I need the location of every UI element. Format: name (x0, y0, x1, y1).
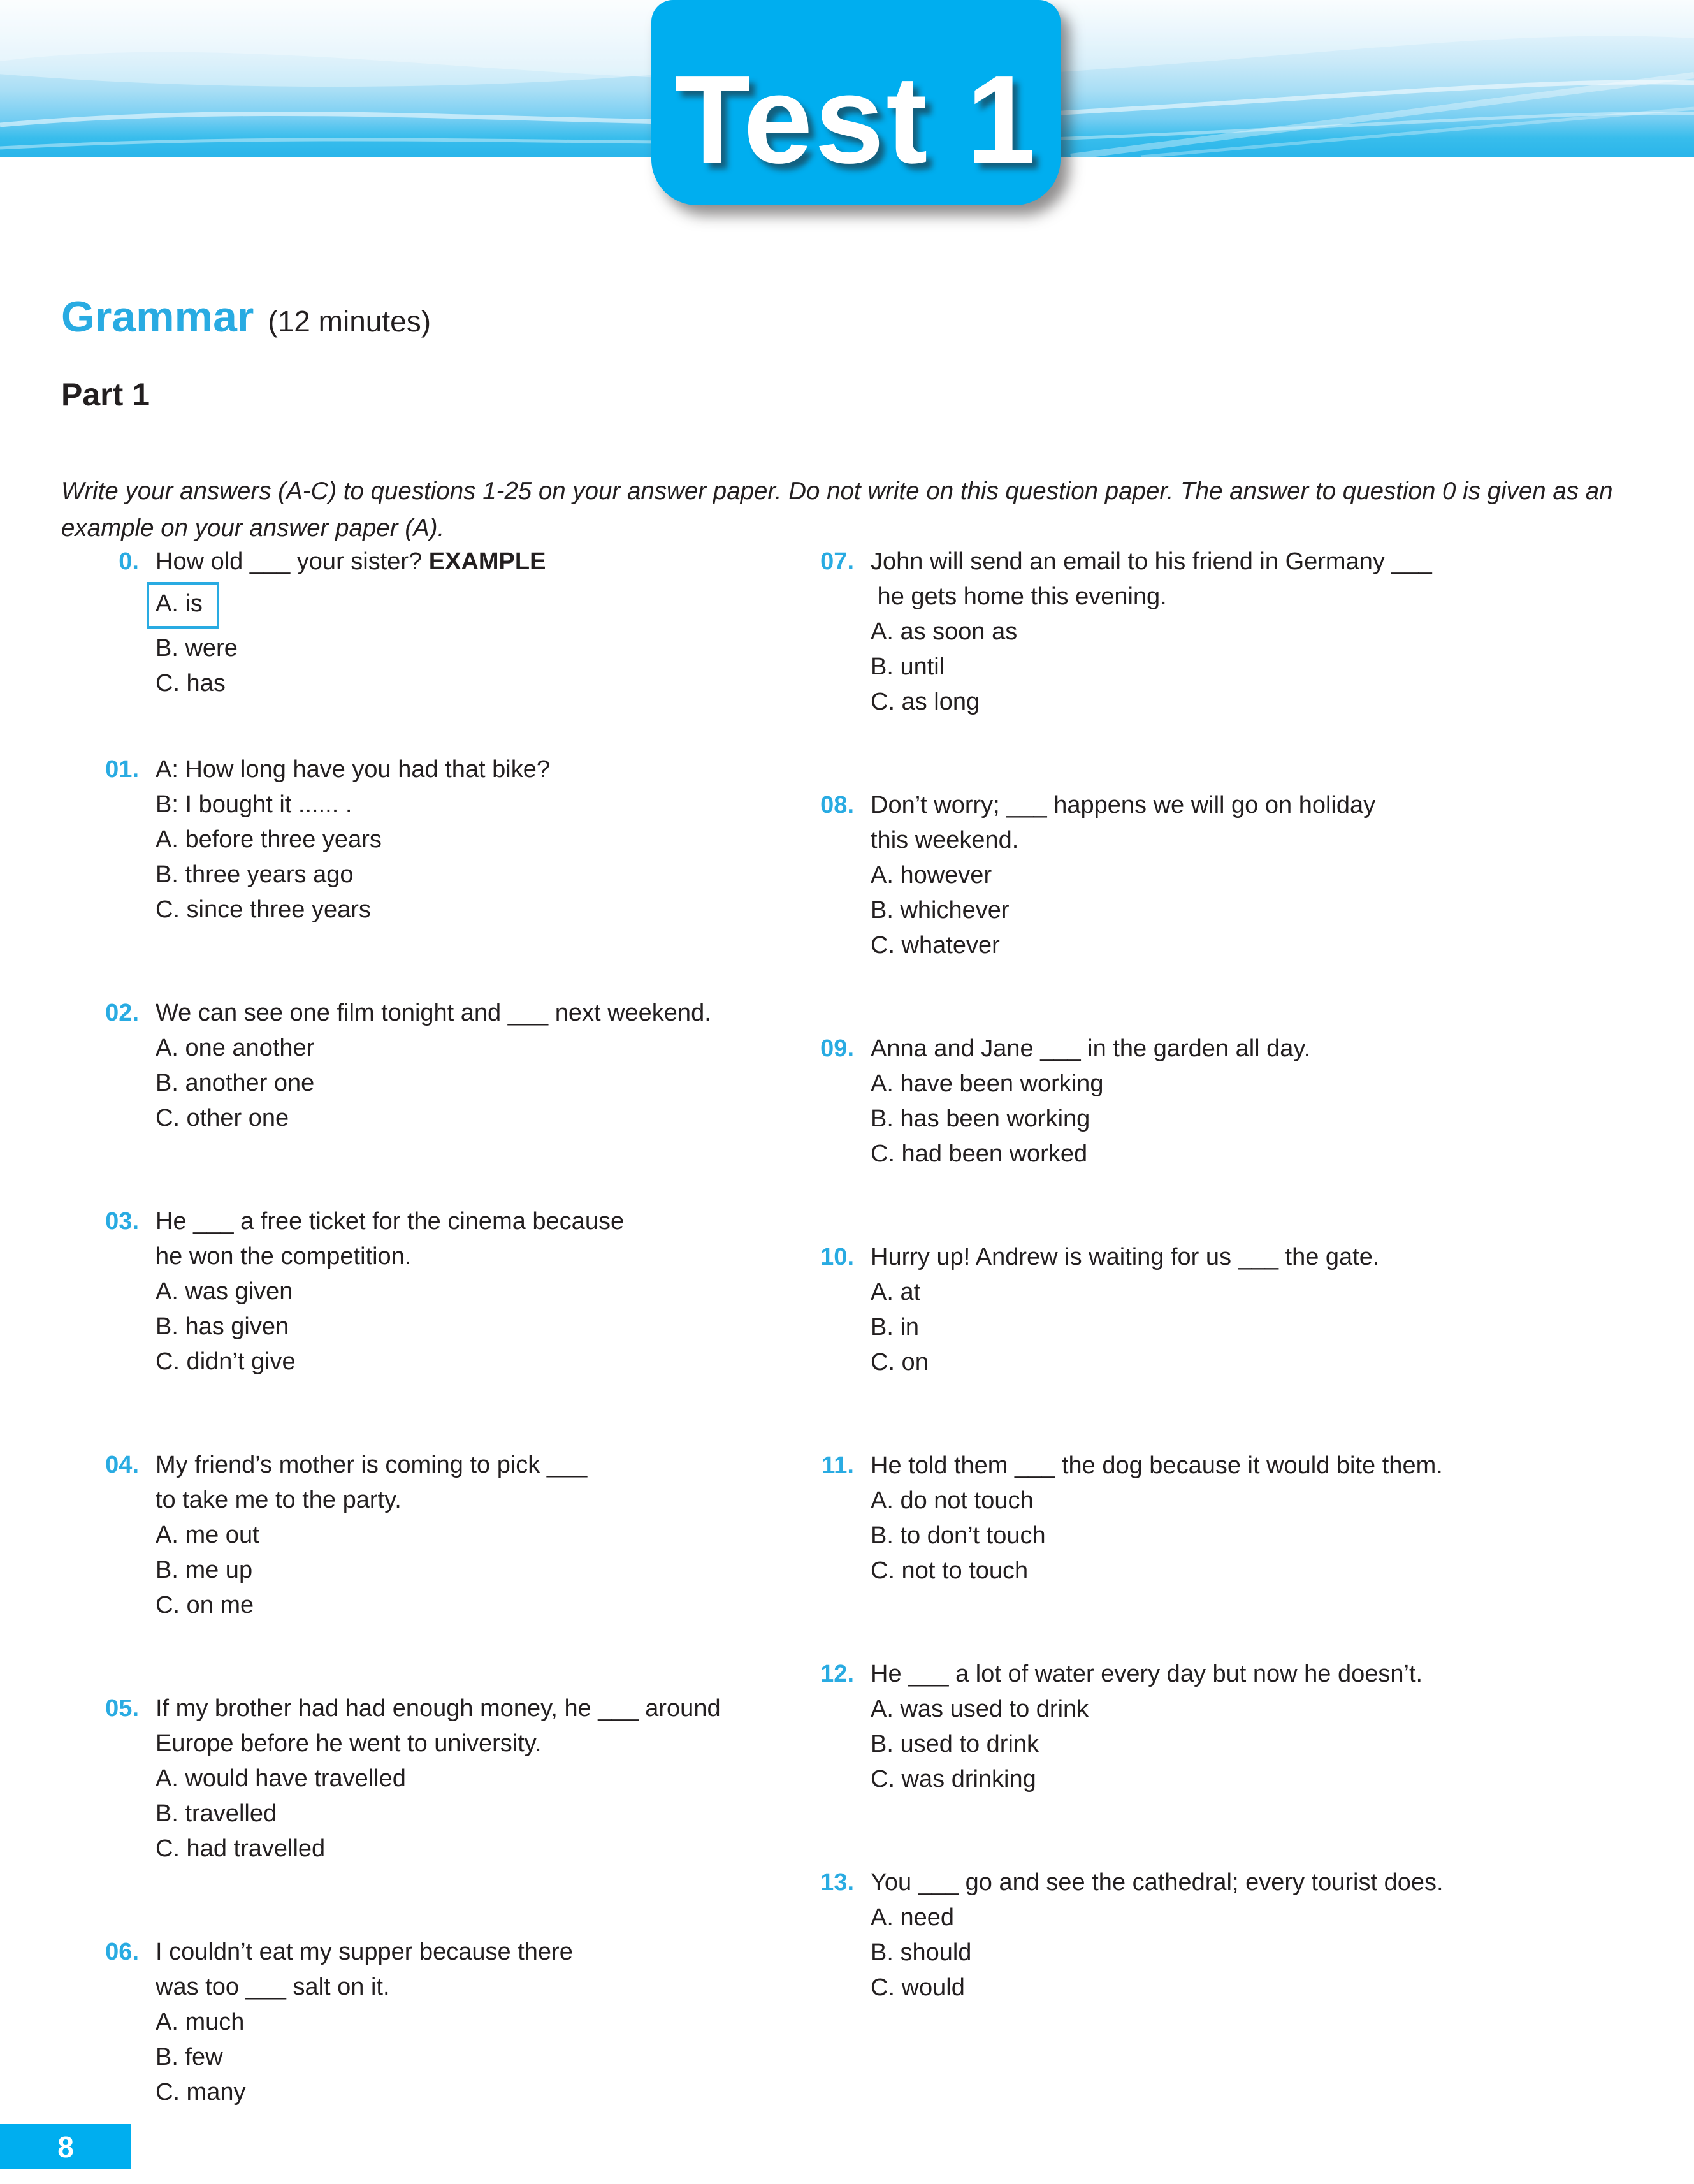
question-04 (99, 1448, 791, 1623)
question-0 (99, 544, 791, 701)
question-prompt-line: Europe before he went to university. (156, 1730, 542, 1757)
answer-option: A. do not touch (871, 1487, 1034, 1514)
answer-option: C. on me (156, 1592, 254, 1619)
questions-column-left (99, 544, 791, 2178)
boxed-answer-option: A. is (147, 582, 219, 629)
question-01 (99, 752, 791, 928)
question-number: 04. (105, 1452, 139, 1478)
question-prompt-line: My friend’s mother is coming to pick ___ (156, 1452, 588, 1478)
answer-option (156, 579, 791, 631)
answer-option: A. was used to drink (871, 1696, 1089, 1722)
answer-option: C. as long (871, 688, 980, 715)
answer-option: A. however (871, 862, 992, 889)
answer-option: B. to don’t touch (871, 1522, 1046, 1549)
test-title-badge (651, 0, 1061, 205)
question-prompt-line: Anna and Jane ___ in the garden all day. (871, 1035, 1311, 1062)
question-number: 05. (105, 1695, 139, 1722)
question-02 (99, 996, 791, 1136)
question-number: 06. (105, 1939, 139, 1965)
answer-option: B. few (156, 2044, 223, 2071)
section-duration: (12 minutes) (268, 305, 431, 338)
question-number: 11. (822, 1452, 854, 1479)
question-prompt-line: If my brother had had enough money, he ___ around (156, 1695, 721, 1722)
example-label: EXAMPLE (428, 548, 546, 575)
question-06 (99, 1935, 791, 2110)
answer-option: A. would have travelled (156, 1765, 406, 1792)
instructions-text: Write your answers (A-C) to questions 1-25 on your answer paper. Do not write on this question paper. The answer to question 0 is given as an example on your answer paper (A). (61, 477, 1613, 542)
question-number: 01. (105, 756, 139, 783)
answer-option: B. used to drink (871, 1731, 1039, 1758)
question-prompt-line: he gets home this evening. (871, 583, 1167, 610)
answer-option: A. me out (156, 1522, 259, 1548)
page-number: 8 (57, 2130, 74, 2164)
answer-option: C. had been worked (871, 1140, 1088, 1167)
question-prompt-line: he won the competition. (156, 1243, 412, 1270)
answer-option: B. were (156, 635, 238, 662)
answer-option: C. other one (156, 1105, 289, 1132)
questions-column-right (814, 544, 1662, 2074)
question-prompt-line: John will send an email to his friend in Germany ___ (871, 548, 1432, 575)
answer-option: A. much (156, 2009, 245, 2035)
question-number: 02. (105, 1000, 139, 1026)
question-prompt-line: We can see one film tonight and ___ next weekend. (156, 1000, 711, 1026)
question-prompt-line: I couldn’t eat my supper because there (156, 1939, 573, 1965)
answer-option: C. has (156, 670, 226, 697)
section-title: Grammar (61, 293, 254, 341)
question-number: 07. (820, 548, 854, 575)
question-number: 03. (105, 1208, 139, 1235)
answer-option: A. was given (156, 1278, 293, 1305)
question-number: 09. (820, 1035, 854, 1062)
question-number: 10. (820, 1244, 854, 1270)
answer-option: B. has given (156, 1313, 289, 1340)
question-13 (814, 1865, 1662, 2006)
question-number: 12. (820, 1661, 854, 1687)
question-12 (814, 1657, 1662, 1797)
question-prompt-line: You ___ go and see the cathedral; every tourist does. (871, 1869, 1444, 1896)
question-07 (814, 544, 1662, 720)
answer-option: C. was drinking (871, 1766, 1036, 1793)
question-prompt-line: was too ___ salt on it. (156, 1974, 390, 2000)
answer-option: C. whatever (871, 932, 1000, 959)
test-title: Test 1 (674, 49, 1038, 189)
page-number-block (0, 2124, 131, 2169)
question-03 (99, 1204, 791, 1380)
answer-option: C. many (156, 2079, 246, 2106)
question-prompt-line: this weekend. (871, 827, 1019, 854)
answer-option: C. since three years (156, 896, 371, 923)
question-prompt-line: How old ___ your sister? EXAMPLE (156, 548, 546, 575)
answer-option: B. me up (156, 1557, 253, 1583)
question-prompt-line: B: I bought it ...... . (156, 791, 352, 818)
answer-option: C. had travelled (156, 1835, 326, 1862)
answer-option: C. on (871, 1349, 929, 1376)
question-05 (99, 1691, 791, 1867)
section-heading (61, 292, 431, 342)
question-number: 08. (820, 792, 854, 819)
question-prompt-line: Hurry up! Andrew is waiting for us ___ the gate. (871, 1244, 1380, 1270)
answer-option: A. have been working (871, 1070, 1104, 1097)
answer-option: B. until (871, 653, 945, 680)
answer-option: A. as soon as (871, 618, 1018, 645)
answer-option: B. whichever (871, 897, 1010, 924)
answer-option: B. in (871, 1314, 920, 1341)
part-label: Part 1 (61, 377, 150, 412)
answer-option: A. before three years (156, 826, 382, 853)
question-09 (814, 1031, 1662, 1172)
answer-option: A. one another (156, 1035, 315, 1061)
answer-option: B. travelled (156, 1800, 277, 1827)
answer-option: A. at (871, 1279, 921, 1306)
question-prompt-line: He ___ a free ticket for the cinema because (156, 1208, 625, 1235)
question-prompt-line: He ___ a lot of water every day but now he doesn’t. (871, 1661, 1423, 1687)
question-08 (814, 788, 1662, 963)
question-number: 0. (119, 548, 139, 575)
answer-option: A. need (871, 1904, 954, 1931)
question-10 (814, 1240, 1662, 1380)
question-11 (814, 1448, 1662, 1589)
question-prompt-line: to take me to the party. (156, 1487, 402, 1513)
answer-option: B. has been working (871, 1105, 1090, 1132)
answer-option: B. another one (156, 1070, 315, 1096)
question-number: 13. (820, 1869, 854, 1896)
answer-option: C. not to touch (871, 1557, 1029, 1584)
question-prompt-line: A: How long have you had that bike? (156, 756, 550, 783)
answer-option: B. should (871, 1939, 972, 1966)
answer-option: B. three years ago (156, 861, 354, 888)
answer-option: C. didn’t give (156, 1348, 296, 1375)
answer-option: C. would (871, 1974, 965, 2001)
question-prompt-line: Don’t worry; ___ happens we will go on holiday (871, 792, 1376, 819)
question-prompt-line: He told them ___ the dog because it would bite them. (871, 1452, 1443, 1479)
